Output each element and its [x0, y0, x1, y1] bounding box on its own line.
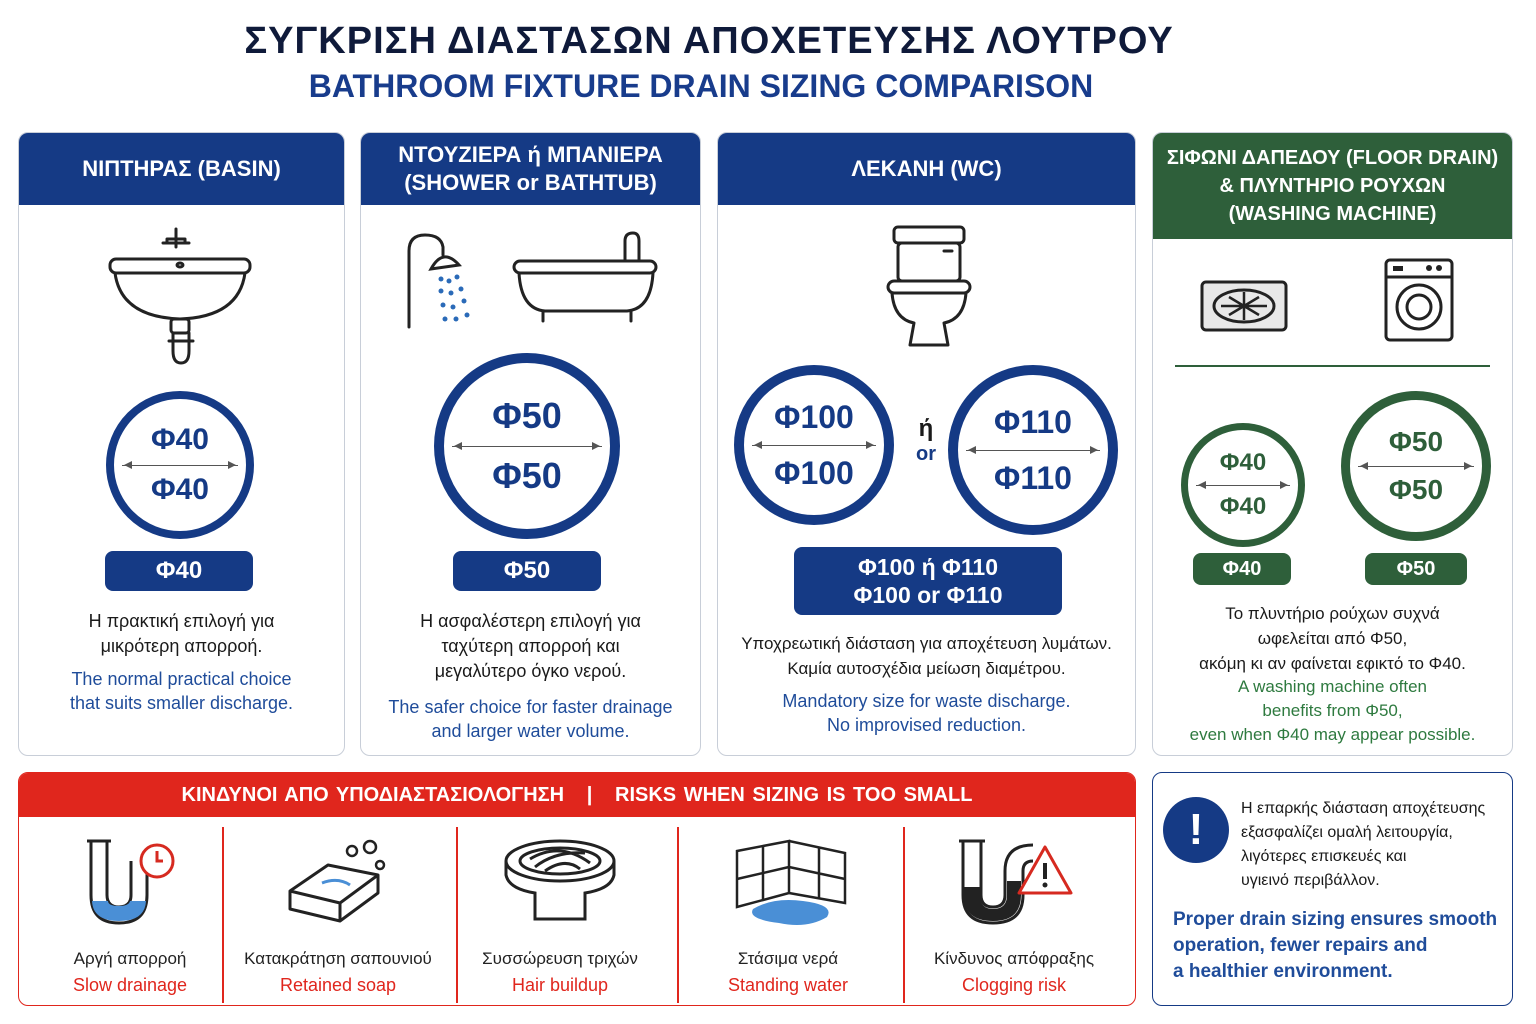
shower-card — [360, 132, 701, 756]
floor-size-label-40: Φ40 — [1222, 557, 1262, 580]
shower-header — [361, 133, 700, 205]
risk-en-5: Clogging risk — [961, 975, 1067, 995]
note-text-en — [1173, 907, 1497, 985]
floor-drain-icon — [1199, 279, 1289, 335]
bathtub-icon — [511, 229, 661, 329]
basin-desc-gr — [19, 609, 344, 659]
basin-desc-en — [19, 667, 344, 715]
shower-desc-gr — [361, 609, 700, 684]
wc-or-en: or — [916, 443, 936, 465]
shower-desc-en-1: The safer choice for faster drainage — [388, 697, 673, 717]
floor-ring2-bottom: Φ50 — [1388, 474, 1444, 505]
risk-item-clogging — [903, 827, 1125, 1006]
note-gr-2: εξασφαλίζει ομαλή λειτουργία, — [1241, 824, 1453, 841]
shower-desc-gr-1: Η ασφαλέστερη επιλογή για — [420, 611, 641, 631]
shower-header-1: ΝΤΟΥΖΙΕΡΑ ή ΜΠΑΝΙΕΡΑ — [398, 142, 663, 167]
wc-desc-en-1: Mandatory size for waste discharge. — [782, 691, 1071, 711]
risk-item-slow-drainage — [19, 827, 241, 1006]
note-panel — [1152, 772, 1513, 1006]
risk-item-standing-water — [677, 827, 899, 1006]
floor-header-1: ΣΙΦΩΝΙ ΔΑΠΕΔΟΥ (FLOOR DRAIN) — [1166, 147, 1499, 169]
note-gr-3: λιγότερες επισκευές και — [1241, 848, 1407, 865]
wc-ring1-bottom: Φ100 — [774, 455, 854, 491]
note-text-gr — [1241, 797, 1485, 893]
hair-drain-icon — [495, 831, 625, 931]
risk-en-2: Retained soap — [279, 975, 397, 995]
shower-ring-top: Φ50 — [492, 395, 562, 436]
diameter-arrow — [1358, 466, 1474, 467]
wc-or-label — [904, 415, 948, 466]
floor-ring1-bottom: Φ40 — [1219, 493, 1267, 520]
note-gr-1: Η επαρκής διάσταση αποχέτευσης — [1241, 800, 1486, 817]
page-title: ΣΥΓΚΡΙΣΗ ΔΙΑΣΤΑΣΩΝ ΑΠΟΧΕΤΕΥΣΗΣ ΛΟΥΤΡΟΥ — [244, 20, 1174, 62]
risk-en-4: Standing water — [727, 975, 849, 995]
wc-desc-gr-1: Υποχρεωτική διάσταση για αποχέτευση λυμάτων. — [741, 634, 1112, 653]
basin-icon — [105, 221, 255, 371]
shower-desc-en — [361, 695, 700, 743]
basin-desc-en-2: that suits smaller discharge. — [69, 693, 294, 713]
risk-en-3: Hair buildup — [511, 975, 609, 995]
note-en-2: operation, fewer repairs and — [1173, 935, 1428, 956]
note-en-1: Proper drain sizing ensures smooth — [1173, 909, 1498, 930]
risks-header — [19, 773, 1135, 817]
toilet-icon — [884, 223, 974, 349]
wc-or-gr: ή — [918, 415, 934, 442]
floor-desc-en-1: A washing machine often — [1237, 677, 1427, 696]
wc-header — [718, 133, 1135, 205]
wc-card — [717, 132, 1136, 756]
wc-size-label-1: Φ100 ή Φ110 — [857, 554, 999, 580]
floor-desc-en — [1153, 675, 1512, 747]
floor-header-3: (WASHING MACHINE) — [1228, 203, 1437, 225]
basin-card — [18, 132, 345, 756]
diameter-arrow — [1196, 485, 1290, 486]
risks-header-text: ΚΙΝΔΥΝΟΙ ΑΠΟ ΥΠΟΔΙΑΣΤΑΣΙΟΛΟΓΗΣΗ | RISKS WHEN SIZING IS TOO SMALL — [181, 783, 973, 806]
wc-desc-en-2: No improvised reduction. — [826, 715, 1027, 735]
basin-header-text: ΝΙΠΤΗΡΑΣ (BASIN) — [82, 156, 281, 181]
basin-desc-gr-1: Η πρακτική επιλογή για — [88, 611, 275, 631]
shower-icon — [401, 229, 501, 329]
standing-water-icon — [723, 831, 853, 931]
risks-panel — [18, 772, 1136, 1006]
wc-diameter-ring-100 — [734, 365, 894, 525]
risk-gr-2: Κατακράτηση σαπουνιού — [244, 949, 432, 968]
risk-gr-4: Στάσιμα νερά — [737, 949, 839, 968]
risk-en-1: Slow drainage — [72, 975, 188, 995]
floor-desc-gr — [1153, 601, 1512, 676]
shower-diameter-ring — [434, 353, 620, 539]
wc-ring2-top: Φ110 — [994, 404, 1072, 440]
floor-header — [1153, 133, 1512, 239]
floor-diameter-ring-40 — [1181, 423, 1305, 547]
risk-gr-1: Αργή απορροή — [73, 949, 187, 968]
note-en-3: a healthier environment. — [1173, 961, 1393, 982]
page-subtitle: BATHROOM FIXTURE DRAIN SIZING COMPARISON — [308, 68, 1094, 104]
shower-desc-en-2: and larger water volume. — [431, 721, 630, 741]
washing-machine-icon — [1383, 257, 1455, 343]
floor-desc-en-2: benefits from Φ50, — [1262, 701, 1403, 720]
floor-size-badge-40 — [1193, 553, 1291, 585]
basin-desc-gr-2: μικρότερη απορροή. — [100, 636, 263, 656]
risk-gr-5: Κίνδυνος απόφραξης — [933, 949, 1095, 968]
wc-desc-en — [718, 689, 1135, 737]
risk-gr-3: Συσσώρευση τριχών — [482, 949, 638, 968]
floor-desc-en-3: even when Φ40 may appear possible. — [1189, 725, 1476, 744]
diameter-arrow — [452, 446, 602, 447]
floor-divider — [1175, 365, 1490, 367]
diameter-arrow — [966, 450, 1100, 451]
basin-ring-top: Φ40 — [151, 423, 209, 456]
soap-icon — [278, 831, 398, 931]
risk-divider — [222, 827, 224, 1003]
shower-desc-gr-3: μεγαλύτερο όγκο νερού. — [434, 661, 627, 681]
floor-diameter-ring-50 — [1341, 391, 1491, 541]
wc-ring2-bottom: Φ110 — [994, 460, 1072, 496]
wc-ring1-top: Φ100 — [774, 399, 854, 435]
floor-card — [1152, 132, 1513, 756]
shower-size-badge — [453, 551, 601, 591]
basin-desc-en-1: The normal practical choice — [71, 669, 292, 689]
wc-desc-gr-2: Καμία αυτοσχέδια μείωση διαμέτρου. — [787, 659, 1066, 678]
floor-size-label-50: Φ50 — [1396, 557, 1436, 580]
exclamation-icon: ! — [1163, 797, 1229, 863]
clog-warning-icon — [949, 831, 1079, 931]
wc-size-label-2: Φ100 or Φ110 — [853, 582, 1003, 608]
basin-size-badge — [105, 551, 253, 591]
basin-header — [19, 133, 344, 205]
note-gr-4: υγιεινό περιβάλλον. — [1241, 872, 1380, 889]
floor-desc-gr-1: Το πλυντήριο ρούχων συχνά — [1225, 604, 1440, 623]
floor-ring1-top: Φ40 — [1219, 449, 1267, 476]
floor-header-2: & ΠΛΥΝΤΗΡΙΟ ΡΟΥΧΩΝ — [1219, 175, 1446, 197]
floor-desc-gr-2: ωφελείται από Φ50, — [1257, 629, 1408, 648]
wc-header-text: ΛΕΚΑΝΗ (WC) — [851, 156, 1002, 181]
shower-header-2: (SHOWER or BATHTUB) — [404, 170, 657, 195]
diameter-arrow — [752, 445, 876, 446]
diameter-arrow — [122, 465, 238, 466]
wc-size-badge — [794, 547, 1062, 615]
floor-size-badge-50 — [1365, 553, 1467, 585]
basin-diameter-ring — [106, 391, 254, 539]
shower-ring-bottom: Φ50 — [492, 455, 562, 496]
risk-item-hair-buildup — [449, 827, 671, 1006]
wc-desc-gr — [718, 631, 1135, 681]
floor-desc-gr-3: ακόμη κι αν φαίνεται εφικτό το Φ40. — [1199, 654, 1466, 673]
shower-desc-gr-2: ταχύτερη απορροή και — [441, 636, 620, 656]
shower-size-label: Φ50 — [503, 557, 551, 584]
wc-diameter-ring-110 — [948, 365, 1118, 535]
basin-ring-bottom: Φ40 — [151, 473, 209, 506]
basin-size-label: Φ40 — [155, 557, 203, 584]
slow-pipe-icon — [75, 831, 185, 931]
risk-item-retained-soap — [227, 827, 449, 1006]
floor-ring2-top: Φ50 — [1388, 426, 1444, 457]
